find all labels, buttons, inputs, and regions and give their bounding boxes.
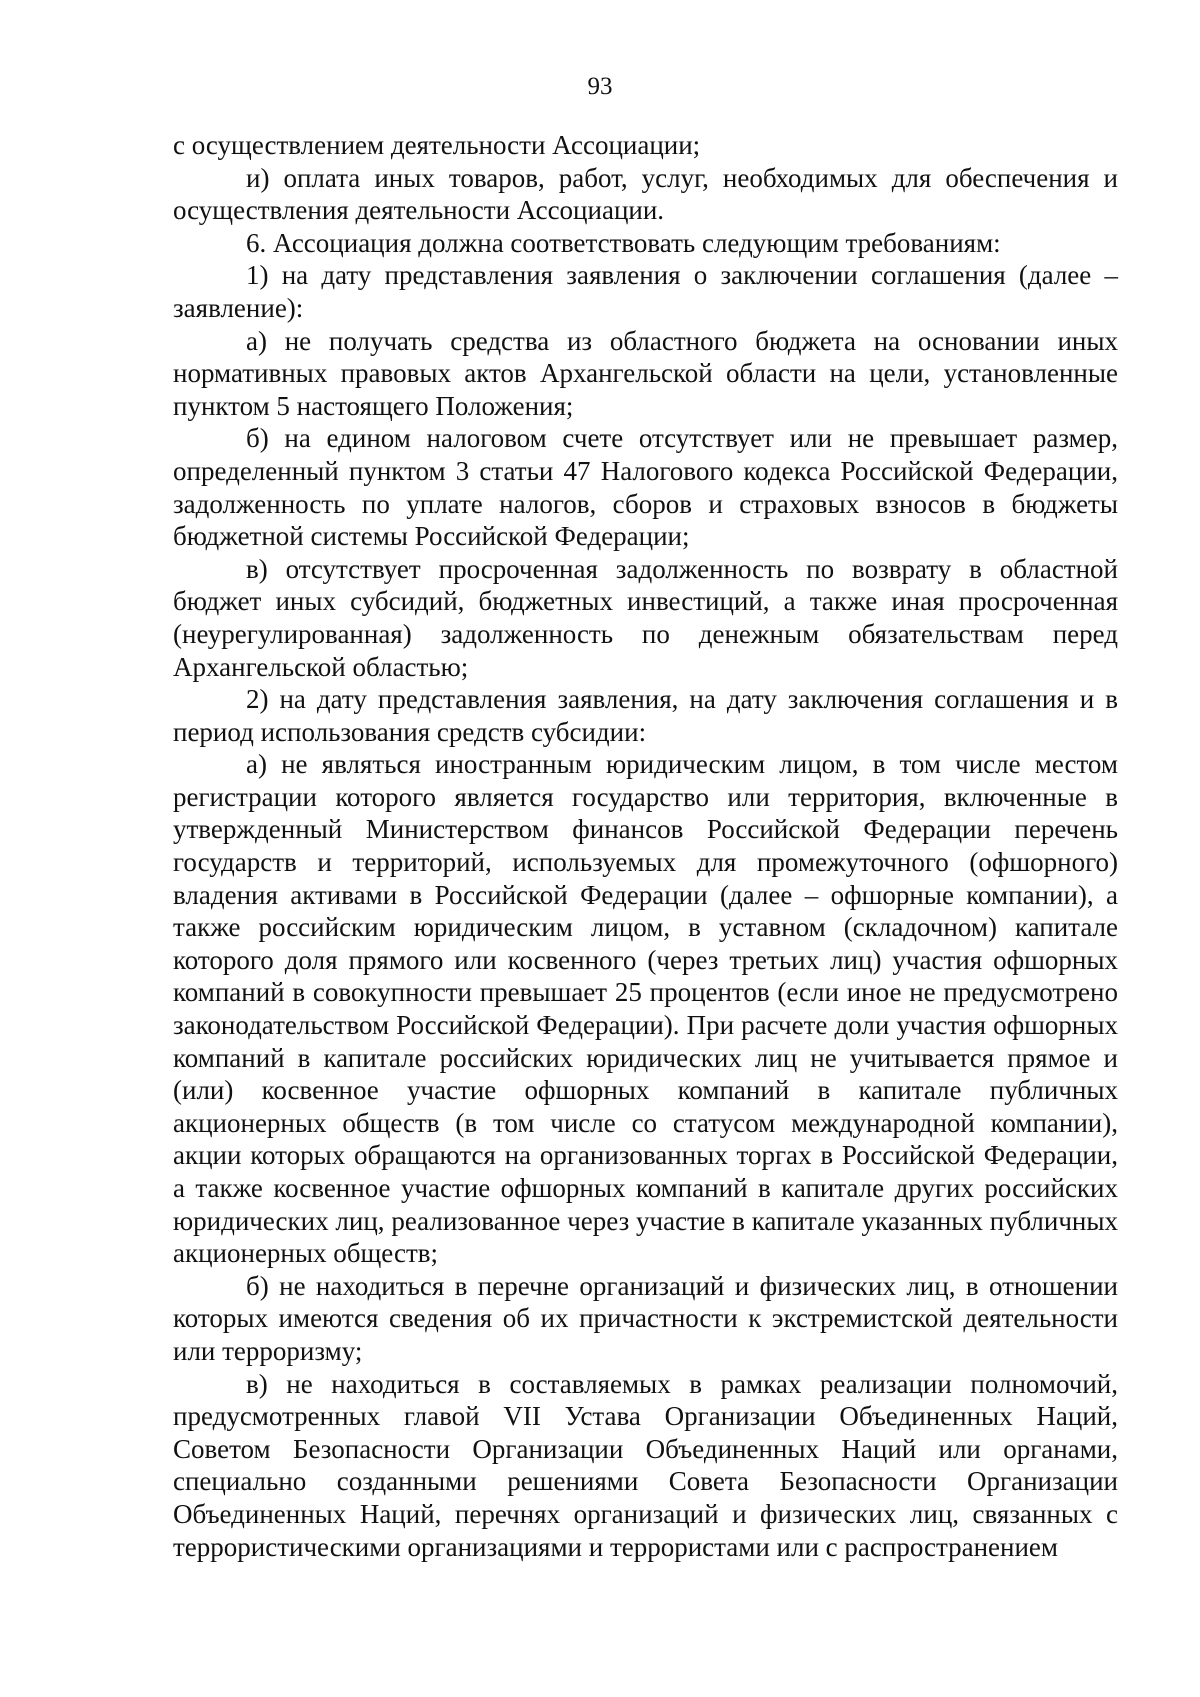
- document-body: [173, 129, 1118, 1563]
- paragraph-item-v: в) отсутствует просроченная задолженность по возврату в областной бюджет иных субсидий, бюджетных инвестиций, а также иная просроченная (неурегулированная) задолженность по денежным обязательствам перед Архангельской областью;: [173, 553, 1118, 682]
- paragraph-item-i: и) оплата иных товаров, работ, услуг, необходимых для обеспечения и осуществления деятельности Ассоциации.: [173, 162, 1118, 226]
- paragraph-item-a: а) не получать средства из областного бюджета на основании иных нормативных правовых актов Архангельской области на цели, установленные пунктом 5 настоящего Положения;: [173, 325, 1118, 421]
- paragraph-item-a-2: а) не являться иностранным юридическим лицом, в том числе местом регистрации которого является государство или территория, включенные в утвержденный Министерством финансов Российской Федерации перечень государств и территорий, используемых для промежуточного (офшорного) владения активами в Российской Федерации (далее – офшорные компании), а также российским юридическим лицом, в уставном (складочном) капитале которого доля прямого или косвенного (через третьих лиц) участия офшорных компаний в совокупности превышает 25 процентов (если иное не предусмотрено законодательством Российской Федерации). При расчете доли участия офшорных компаний в капитале российских юридических лиц не учитывается прямое и (или) косвенное участие офшорных компаний в капитале публичных акционерных обществ (в том числе со статусом международной компании), акции которых обращаются на организованных торгах в Российской Федерации, а также косвенное участие офшорных компаний в капитале других российских юридических лиц, реализованное через участие в капитале указанных публичных акционерных обществ;: [173, 749, 1118, 1269]
- paragraph-item-b-2: б) не находиться в перечне организаций и физических лиц, в отношении которых имеются сведения об их причастности к экстремистской деятельности или терроризму;: [173, 1270, 1118, 1366]
- paragraph-item-v-2: в) не находиться в составляемых в рамках реализации полномочий, предусмотренных главой VII Устава Организации Объединенных Наций, Советом Безопасности Организации Объединенных Наций или органами, специально созданными решениями Совета Безопасности Организации Объединенных Наций, перечнях организаций и физических лиц, связанных с террористическими организациями и террористами или с распространением: [173, 1368, 1118, 1562]
- paragraph-clause-6: 6. Ассоциация должна соответствовать следующим требованиям:: [246, 227, 1001, 258]
- paragraph-continuation: с осуществлением деятельности Ассоциации;: [173, 130, 701, 160]
- paragraph-subclause-1: 1) на дату представления заявления о заключении соглашения (далее – заявление):: [173, 260, 1118, 323]
- page-number: 93: [587, 73, 613, 100]
- paragraph-subclause-2: 2) на дату представления заявления, на дату заключения соглашения и в период использования средств субсидии:: [173, 684, 1118, 747]
- paragraph-item-b: б) на едином налоговом счете отсутствует или не превышает размер, определенный пунктом 3 статьи 47 Налогового кодекса Российской Федерации, задолженность по уплате налогов, сборов и страховых взносов в бюджеты бюджетной системы Российской Федерации;: [173, 423, 1118, 552]
